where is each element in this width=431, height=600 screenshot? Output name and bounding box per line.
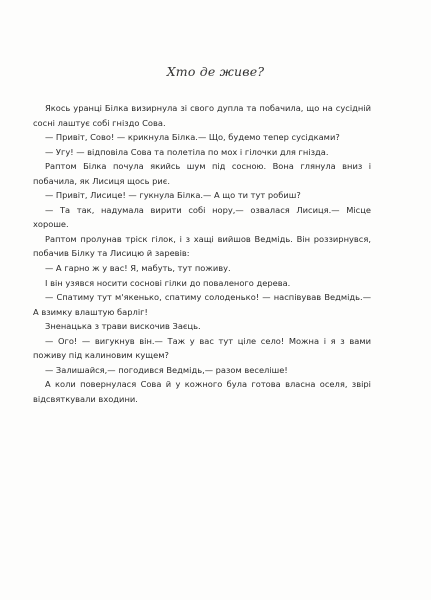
paragraph: Раптом пролунав тріск гілок, і з хащі вийшов Ведмідь. Він роззирнувся, побачив Білку та Лисицю й заревів: <box>33 233 371 259</box>
story-text <box>33 101 371 406</box>
paragraph: Якось уранці Білка визирнула зі свого дупла та побачила, що на сусідній сосні лаштує собі гніздо Сова. <box>33 103 371 128</box>
paragraph: І він узявся носити соснові гілки до поваленого дерева. <box>45 277 291 288</box>
paragraph: — Ого! — вигукнув він.— Таж у вас тут ціле село! Можна і я з вами поживу під калиновим кущем? <box>33 335 371 361</box>
paragraph: — Залишайся,— погодився Ведмідь,— разом веселіше! <box>45 364 288 375</box>
paragraph: А коли повернулася Сова й у кожного була готова власна оселя, звірі відсвяткували входини. <box>33 379 371 404</box>
paragraph: — Привіт, Сово! — крикнула Білка.— Що, будемо тепер сусідками? <box>45 132 340 143</box>
paragraph: — А гарно ж у вас! Я, мабуть, тут поживу. <box>45 263 231 274</box>
paragraph: — Привіт, Лисице! — гукнула Білка.— А що ти тут робиш? <box>45 190 301 201</box>
paragraph: Раптом Білка почула якийсь шум під сосною. Вона глянула вниз і побачила, як Лисиця щось риє. <box>33 161 371 186</box>
story-title: Хто де живе? <box>166 64 265 79</box>
paragraph: Зненацька з трави вискочив Заєць. <box>45 321 201 332</box>
paragraph: — Угу! — відповіла Сова та полетіла по мох і гілочки для гнізда. <box>45 146 329 157</box>
paragraph: — Та так, надумала вирити собі нору,— озвалася Лисиця.— Місце хороше. <box>33 204 371 230</box>
paragraph: — Спатиму тут м'якенько, спатиму солоденько! — наспівував Ведмідь.— А взимку влаштую барліг! <box>33 292 371 317</box>
